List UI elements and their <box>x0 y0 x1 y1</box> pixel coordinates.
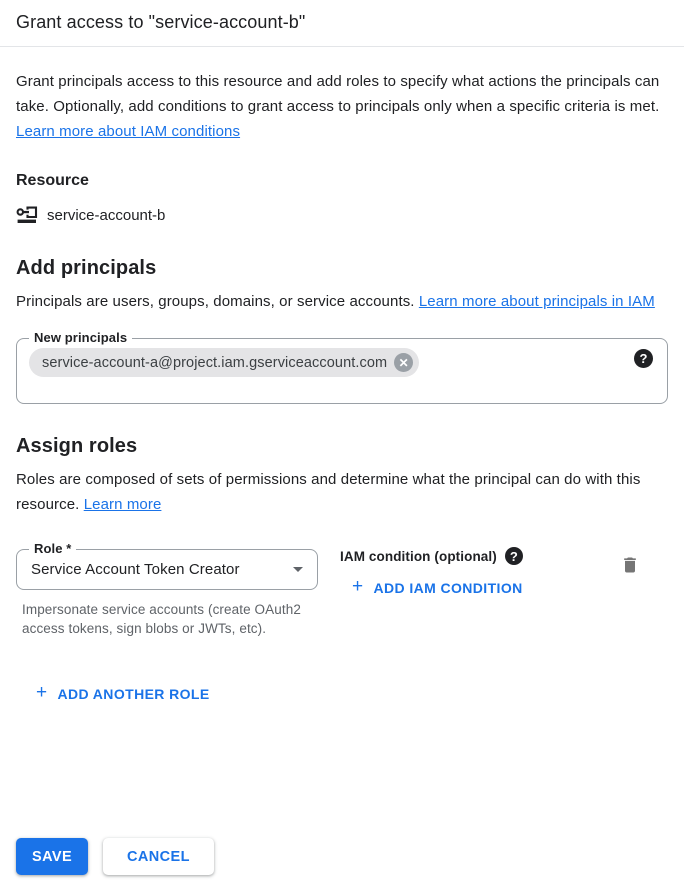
iam-condition-label: IAM condition (optional) <box>340 548 497 564</box>
role-select-label: Role * <box>29 541 76 556</box>
intro-text-body: Grant principals access to this resource and add roles to specify what actions the principals can take. Optionally, add conditions to grant access to principals only when a specific criteria is met. <box>16 73 660 115</box>
chip-close-icon[interactable]: ✕ <box>394 353 413 372</box>
add-principals-text <box>16 289 668 314</box>
save-button[interactable]: SAVE <box>16 838 88 875</box>
iam-conditions-link[interactable]: Learn more about IAM conditions <box>16 123 241 140</box>
iam-condition-column <box>340 549 620 598</box>
principal-chip-value: service-account-a@project.iam.gserviceaccount.com <box>42 354 388 371</box>
dialog-header <box>0 0 684 47</box>
resource-heading: Resource <box>16 172 89 189</box>
principals-help-icon[interactable]: ? <box>634 349 653 368</box>
role-helper-text: Impersonate service accounts (create OAuth2 access tokens, sign blobs or JWTs, etc). <box>22 602 301 636</box>
delete-column <box>620 555 640 580</box>
new-principals-label: New principals <box>29 330 132 345</box>
role-column <box>16 541 318 638</box>
trash-icon <box>620 555 640 575</box>
role-select[interactable] <box>16 541 318 590</box>
dialog-title: Grant access to "service-account-b" <box>16 12 306 32</box>
principal-chip[interactable] <box>29 348 419 377</box>
delete-role-button[interactable] <box>620 555 640 578</box>
plus-icon: + <box>36 682 48 703</box>
intro-text <box>16 69 668 144</box>
plus-icon: + <box>352 576 364 597</box>
cancel-button[interactable]: CANCEL <box>103 838 214 875</box>
condition-help-icon[interactable]: ? <box>505 547 523 565</box>
new-principals-field[interactable] <box>16 330 668 404</box>
dialog-content <box>0 69 684 704</box>
add-iam-condition-label: ADD IAM CONDITION <box>373 579 523 596</box>
role-select-value: Service Account Token Creator <box>31 561 240 578</box>
add-another-role-button[interactable] <box>36 684 210 703</box>
chevron-down-icon <box>293 567 303 572</box>
add-another-role-label: ADD ANOTHER ROLE <box>57 685 210 702</box>
service-account-icon <box>16 205 38 226</box>
role-binding-row <box>16 541 668 638</box>
assign-roles-heading: Assign roles <box>16 435 138 457</box>
add-iam-condition-button[interactable] <box>352 578 523 597</box>
dialog-actions <box>16 838 214 875</box>
assign-roles-text <box>16 467 668 517</box>
assign-roles-text-body: Roles are composed of sets of permissions and determine what the principal can do with this resource. <box>16 471 641 513</box>
add-principals-text-body: Principals are users, groups, domains, or service accounts. <box>16 293 419 310</box>
resource-row <box>16 205 668 226</box>
principals-link[interactable]: Learn more about principals in IAM <box>418 293 655 310</box>
roles-learn-more-link[interactable]: Learn more <box>83 496 162 513</box>
add-principals-heading: Add principals <box>16 257 157 279</box>
header-divider <box>0 46 684 47</box>
resource-name: service-account-b <box>47 207 166 224</box>
